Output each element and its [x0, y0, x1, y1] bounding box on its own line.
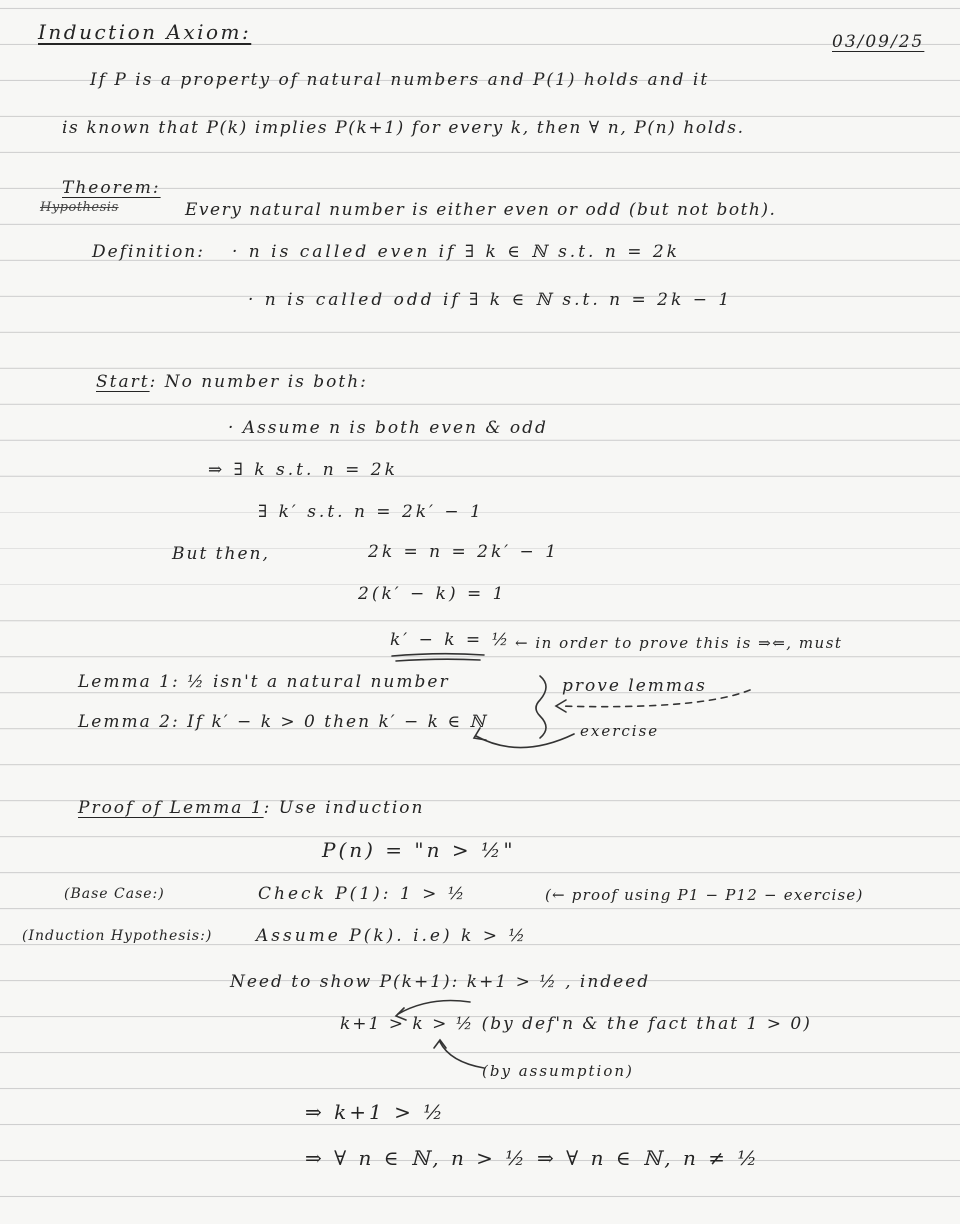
dashed-arrow — [560, 690, 750, 707]
equation-1: 2k = n = 2k′ − 1 — [368, 542, 560, 562]
theorem-statement: Every natural number is either even or odd (but not both). — [185, 200, 777, 220]
page-title: Induction Axiom: — [38, 20, 252, 44]
assumption-arrow — [440, 1042, 484, 1068]
step-2: ∃ k′ s.t. n = 2k′ − 1 — [258, 502, 484, 522]
equation-2: 2(k′ − k) = 1 — [358, 584, 507, 604]
proof-heading: Proof of Lemma 1 — [78, 798, 264, 818]
need-to-show: Need to show P(k+1): k+1 > ½ , indeed — [230, 972, 651, 992]
struck-word: Hypothesis — [40, 200, 119, 215]
arc-arrow — [398, 1001, 470, 1015]
induction-hypothesis-label: (Induction Hypothesis:) — [22, 928, 213, 944]
axiom-line-1: If P is a property of natural numbers and P(1) holds and it — [90, 70, 710, 90]
date-label: 03/09/25 — [832, 32, 925, 52]
exercise-label: exercise — [580, 722, 660, 740]
equation-3: k′ − k = ½ — [390, 630, 512, 650]
definition-odd: · n is called odd if ∃ k ∈ ℕ s.t. n = 2k − 1 — [248, 290, 733, 310]
definition-label: Definition: — [92, 242, 205, 262]
equation-3-underline — [392, 654, 484, 656]
equation-3-underline-2 — [396, 659, 480, 661]
start-text: : No number is both: — [149, 372, 368, 392]
lemma-1: Lemma 1: ½ isn't a natural number — [78, 672, 450, 692]
lemma-2: Lemma 2: If k′ − k > 0 then k′ − k ∈ ℕ — [78, 712, 487, 732]
but-then: But then, — [172, 544, 270, 564]
contradiction-note: ← in order to prove this is ⇒⇐, must — [515, 634, 843, 652]
conclusion-2: ⇒ ∀ n ∈ ℕ, n > ½ ⇒ ∀ n ∈ ℕ, n ≠ ½ — [305, 1146, 760, 1170]
proof-method: : Use induction — [263, 798, 425, 818]
conclusion-1: ⇒ k+1 > ½ — [305, 1100, 446, 1124]
lemma-brace — [536, 676, 546, 738]
base-case-label: (Base Case:) — [64, 886, 165, 902]
start-label: Start — [96, 372, 150, 392]
exercise-arrow — [476, 734, 574, 748]
base-case-note: (← proof using P1 − P12 − exercise) — [545, 886, 864, 904]
prove-lemmas-label: prove lemmas — [562, 676, 707, 696]
axiom-line-2: is known that P(k) implies P(k+1) for every k, then ∀ n, P(n) holds. — [62, 118, 745, 138]
base-case: Check P(1): 1 > ½ — [258, 884, 468, 904]
predicate-definition: P(n) = "n > ½" — [322, 838, 516, 862]
theorem-heading: Theorem: — [62, 178, 161, 198]
inequality-chain: k+1 > k > ½ (by def'n & the fact that 1 > 0) — [340, 1014, 812, 1034]
induction-hypothesis: Assume P(k). i.e) k > ½ — [256, 926, 528, 946]
definition-even: · n is called even if ∃ k ∈ ℕ s.t. n = 2k — [232, 242, 680, 262]
by-assumption-note: (by assumption) — [482, 1062, 634, 1080]
step-1: ⇒ ∃ k s.t. n = 2k — [208, 460, 398, 480]
assume-line: · Assume n is both even & odd — [228, 418, 548, 438]
